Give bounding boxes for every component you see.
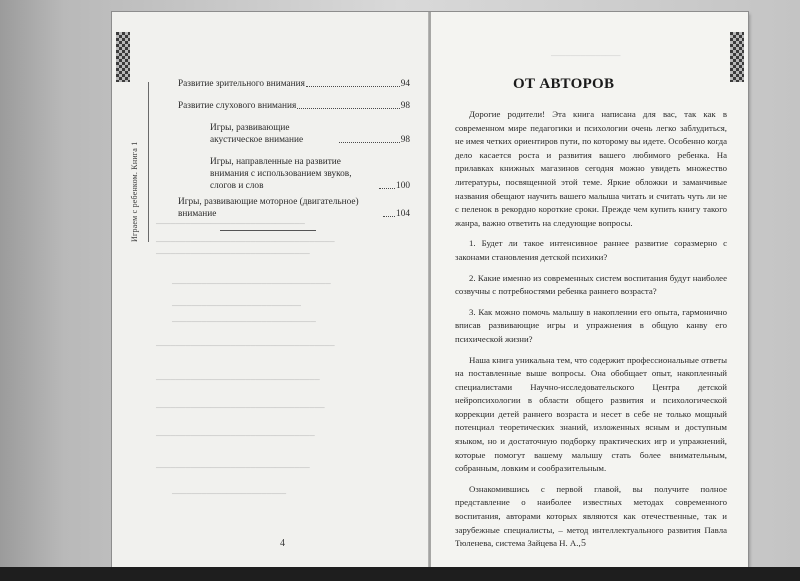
scan-border <box>0 567 800 581</box>
toc-entry-title: Развитие слухового внимания <box>178 101 297 111</box>
toc-entry[interactable] <box>178 122 410 146</box>
toc-entry-title: Развитие зрительного внимания <box>178 79 305 89</box>
toc-entry-page: 98 <box>400 135 410 145</box>
toc-entry-title: Игры, направленные на развитие внимания с использованием звуков, слогов и слов <box>210 157 352 191</box>
toc-leader <box>379 188 395 189</box>
toc-entry[interactable] <box>178 78 410 90</box>
table-of-contents <box>178 78 410 231</box>
paragraph: Наша книга уникальна тем, что содержит профессиональные ответы на поставленные выше вопросы. Она обобщает опыт, накопленный специалистами Научно-исследовательского Центра детской нейропсихологии в области общего развития и психологической коррекции детей раннего возраста и несет в себе не только мощный потенциал теоретических знаний, изложенных ясным и доступным языком, но и достаточную подборку практических игр и упражнений, которые помогут вашему малышу стать более внимательным, собранным, ловким и сообразительным. <box>455 354 727 474</box>
ornament-icon <box>116 32 130 82</box>
toc-entry-page: 94 <box>400 79 410 89</box>
paragraph: Дорогие родители! Эта книга написана для вас, так как в современном мире педагогики и психологии очень легко заблудиться, не имея четких ориентиров пути, по которому вы идете. Особенно когда дело касается роста и развития вашего любимого ребенка. На прилавках книжных магазинов сегодня можно увидеть множество литературы, посвященной этой теме. Яркие обложки и заманчивые названия обещают научить вашего малыша читать и считать чуть ли не с пеленок в рекордно короткие сроки. Прежде чем купить книгу такого жанра, важно ответить на следующие вопросы. <box>455 109 727 228</box>
paragraph: 1. Будет ли такое интенсивное раннее развитие соразмерно с законами становления детской психики? <box>455 238 727 262</box>
show-through: ────────────── <box>551 52 621 60</box>
left-page: Играем с ребенком. Книга 1 ────────────────────────────── ──────────────────────────────────── ─────────────────────────────── ──────────────────────────────── ────────────────────────── ───────────────────────────── ──────────────────────────────────── ───────────────────────────────── ────────────────────────────────── ──────────────────────────────── ─────────────────────────────── ─────────────────────── Развитие зрительного внимания 94 Развитие слухового внимания 98 Игры, развивающие акустическое внимание 98 Игры, направленные на развитие внимания с использованием звуков, слогов и слов 100 Игры, развивающие моторное (двигательное) внимание 104 4 <box>112 12 429 567</box>
toc-leader <box>339 142 400 143</box>
page-number: 4 <box>280 538 285 549</box>
toc-entry-page: 104 <box>396 209 410 219</box>
running-head-rule <box>148 82 149 242</box>
toc-entry-title: Игры, развивающие акустическое внимание <box>210 123 304 145</box>
toc-entry-title: Игры, развивающие моторное (двигательное) внимание <box>178 197 359 219</box>
toc-leader <box>306 86 400 87</box>
toc-entry[interactable] <box>178 100 410 112</box>
toc-entry[interactable] <box>178 196 410 220</box>
toc-entry-page: 98 <box>400 101 410 111</box>
book-spread <box>112 12 748 567</box>
right-page <box>431 12 748 567</box>
toc-leader <box>383 216 395 217</box>
page-number: 5 <box>581 538 586 549</box>
toc-entry[interactable] <box>178 156 410 192</box>
paragraph: 2. Какие именно из современных систем воспитания будут наиболее созвучны с потребностями ребенка раннего возраста? <box>455 272 727 297</box>
toc-divider <box>220 230 316 231</box>
section-heading: ОТ АВТОРОВ <box>513 76 615 92</box>
toc-entry-page: 100 <box>396 181 410 191</box>
body-text <box>455 108 727 558</box>
ornament-icon <box>730 32 744 82</box>
paragraph: Ознакомившись с первой главой, вы получите полное представление о наиболее известных методах современного воспитания, авторами которых являются как отечественные, так и зарубежные специалисты, – метод интеллектуального развития Павла Тюленева, система Зайцева Н. А., <box>455 483 727 549</box>
running-head: Играем с ребенком. Книга 1 <box>130 141 139 242</box>
paragraph: 3. Как можно помочь малышу в накоплении его опыта, гармонично вписав развивающие игры и упражнения в общую канву его психической жизни? <box>455 306 727 344</box>
toc-leader <box>297 108 399 109</box>
